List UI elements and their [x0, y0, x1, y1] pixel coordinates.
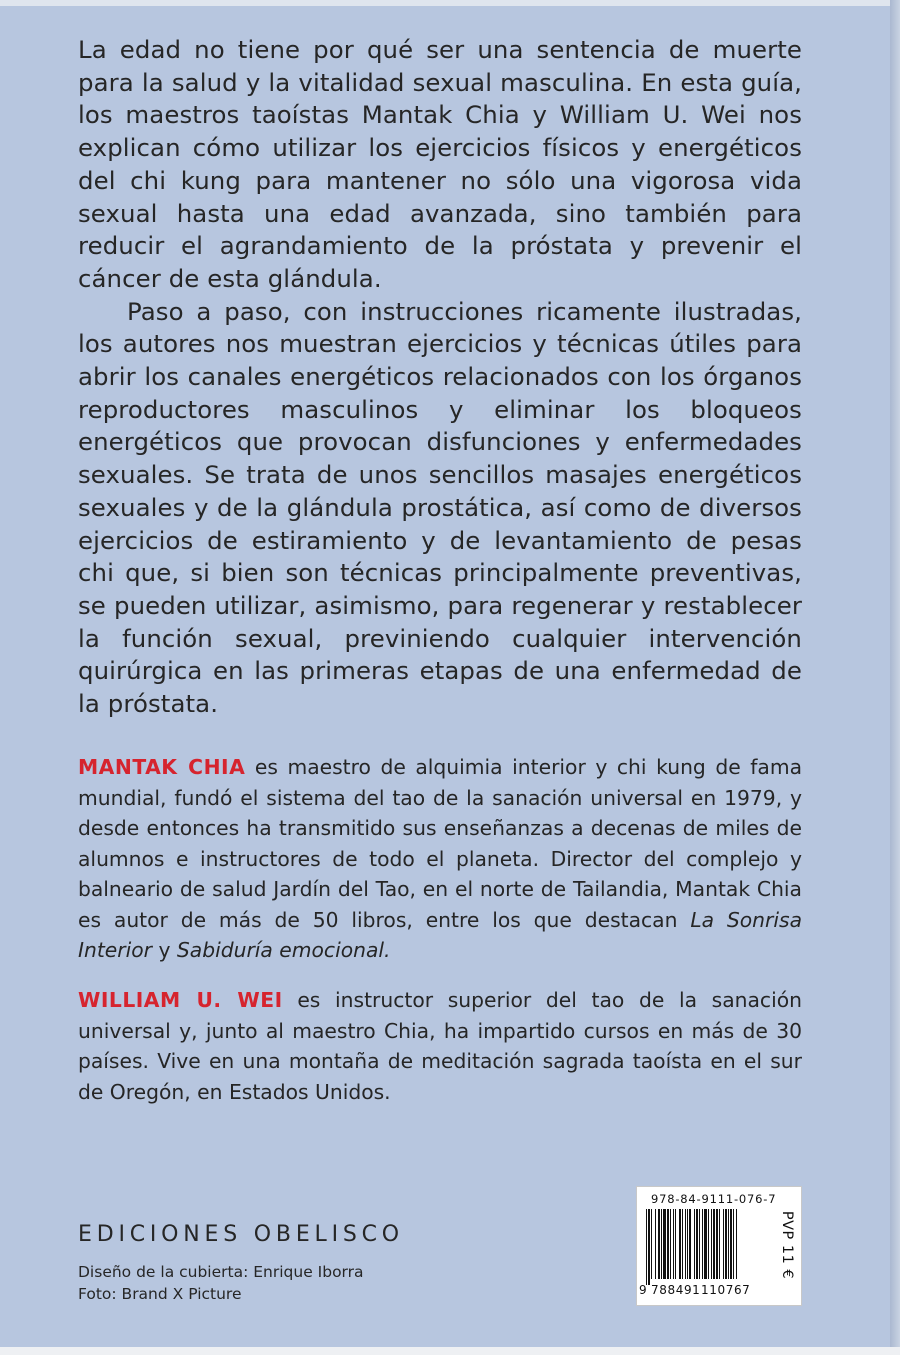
barcode-bar [716, 1209, 718, 1279]
barcode-bar [687, 1209, 688, 1279]
barcode-bar [708, 1209, 709, 1279]
book-title-sonrisa-interior: La Sonrisa Interior [78, 907, 802, 962]
barcode-bar [646, 1209, 647, 1285]
cover-design-credit: Diseño de la cubierta: Enrique Iborra [78, 1263, 364, 1281]
barcode-bar [713, 1209, 715, 1279]
barcode-bar [736, 1209, 737, 1279]
barcode-bar [670, 1209, 671, 1279]
price-label-wrap [775, 1209, 799, 1281]
barcode-bar [728, 1209, 729, 1279]
barcode-bar [673, 1209, 674, 1279]
cover-bottom-edge [0, 1347, 900, 1355]
barcode-bar [696, 1209, 698, 1279]
barcode-bar [658, 1209, 660, 1279]
cover-top-edge [0, 0, 900, 6]
book-blurb [78, 34, 802, 721]
author-bio-william-wei [78, 985, 802, 1107]
author-name-william-wei: WILLIAM U. WEI [78, 988, 283, 1012]
barcode-bar [682, 1209, 683, 1279]
barcode-bar [689, 1209, 691, 1279]
blurb-paragraph-1: La edad no tiene por qué ser una sentencia de muerte para la salud y la vitalidad sexual masculina. En esta guía, los maestros taoístas Mantak Chia y William U. Wei nos explican cómo utilizar los ejercicios físicos y energéticos del chi kung para mantener no sólo una vigorosa vida sexual hasta una edad avanzada, sino también para reducir el agrandamiento de la próstata y prevenir el cáncer de esta glándula. [78, 35, 802, 293]
barcode-bar [702, 1209, 703, 1279]
barcode-digits-left: 788491 [651, 1283, 701, 1297]
blurb-paragraph-2: Paso a paso, con instrucciones ricamente ilustradas, los autores nos muestran ejercicios y técnicas útiles para abrir los canales energéticos relacionados con los órganos reproductores masculinos y eliminar los bloqueos energéticos que provocan disfunciones y enfermedades sexuales. Se trata de unos sencillos masajes energéticos sexuales y de la glándula prostática, así como de diversos ejercicios de estiramiento y de levantamiento de pesas chi que, si bien son técnicas principalmente preventivas, se pueden utilizar, asimismo, para regenerar y restablecer la función sexual, previniendo cualquier intervención quirúrgica en las primeras etapas de una enfermedad de la próstata. [78, 296, 802, 719]
author-bio-text: es maestro de alquimia interior y chi kung de fama mundial, fundó el sistema del tao de la sanación universal en 1979, y desde entonces ha transmitido sus enseñanzas a decenas de miles de alumnos e instructores de todo el planeta. Director del complejo y balneario de salud Jardín del Tao, en el norte de Tailandia, Mantak Chia es autor de más de 50 libros, entre los que destacan [78, 755, 802, 932]
barcode-bar [651, 1209, 652, 1279]
barcode-bar [663, 1209, 666, 1279]
barcode-bar [648, 1209, 650, 1285]
cover-right-edge [890, 0, 900, 1355]
barcode-bar [661, 1209, 662, 1279]
photo-credit: Foto: Brand X Picture [78, 1285, 242, 1303]
barcode-bar [711, 1209, 712, 1279]
isbn-number: 978-84-9111-076-7 [651, 1192, 777, 1206]
barcode-bar [730, 1209, 732, 1279]
barcode-bar [675, 1209, 676, 1279]
barcode-icon [643, 1209, 771, 1285]
barcode-bar [733, 1209, 734, 1279]
barcode-bar [719, 1209, 720, 1279]
barcode-bar [694, 1209, 695, 1279]
barcode-bar [685, 1209, 686, 1279]
publisher-name: EDICIONES OBELISCO [78, 1222, 404, 1247]
author-bio-text: es instructor superior del tao de la sanación universal y, junto al maestro Chia, ha impartido cursos en más de 30 países. Vive en una montaña de meditación sagrada taoísta en el sur de Oregón, en Estados Unidos. [78, 988, 802, 1104]
barcode-bar [704, 1209, 707, 1279]
author-bio-mantak-chia [78, 752, 802, 966]
barcode-digit-first: 9 [639, 1283, 648, 1297]
barcode-bar [679, 1209, 681, 1279]
barcode-bar [655, 1209, 656, 1279]
author-name-mantak-chia: MANTAK CHIA [78, 755, 246, 779]
barcode-bar [723, 1209, 724, 1279]
book-title-sabiduria-emocional: Sabiduría emocional. [176, 938, 391, 962]
isbn-barcode-label [636, 1186, 802, 1306]
barcode-bar [699, 1209, 700, 1279]
barcode-bar [725, 1209, 727, 1279]
barcode-bar [667, 1209, 669, 1279]
price-label: PVP 11 € [779, 1210, 795, 1280]
barcode-digits-right: 110767 [701, 1283, 751, 1297]
bio-connector: y [152, 938, 177, 962]
